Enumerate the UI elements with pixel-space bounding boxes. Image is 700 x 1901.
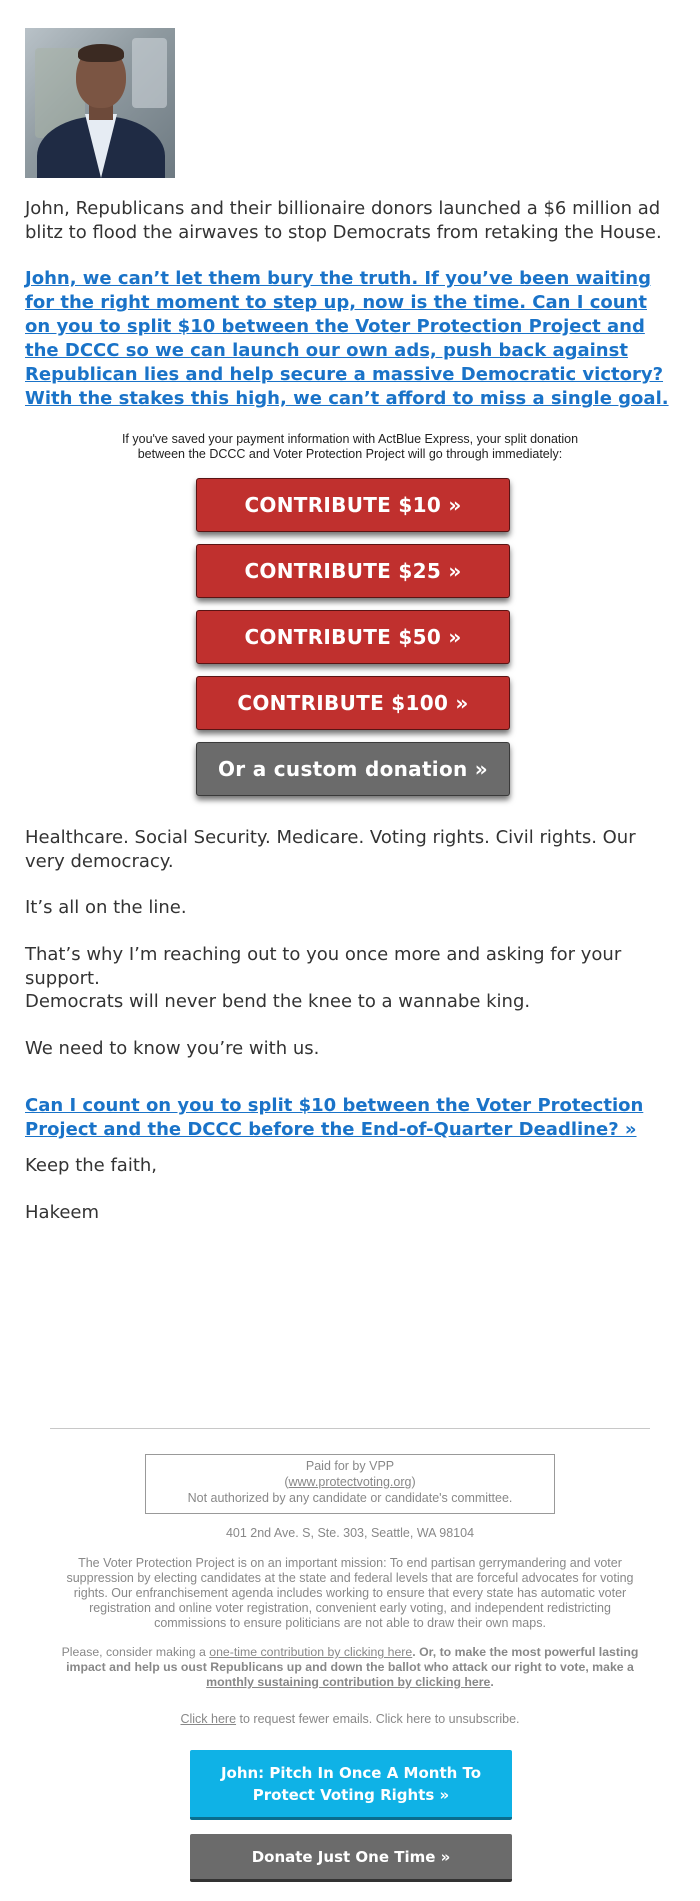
paid-for-box (145, 1454, 555, 1514)
footer-email-prefs: Click here to request fewer emails. Click here to unsubscribe. (180, 1712, 520, 1726)
footer-divider (50, 1428, 650, 1429)
footer-mission: The Voter Protection Project is on an important mission: To end partisan gerrymandering and voter suppression by electing candidates at the state and federal levels that are forceful advocates for voting rights. Our enfranchisement agenda includes working to ensure that every state has automatic voter registration and online voter registration, convenient early voting, and independent redistricting commissions to ensure politicians are not able to draw their own maps. (66, 1556, 634, 1630)
body-paragraph: Democrats will never bend the knee to a wannabe king. (25, 991, 531, 1012)
monthly-contribution-link[interactable]: monthly sustaining contribution by clicking here (206, 1675, 491, 1689)
contribute-50-button[interactable]: CONTRIBUTE $50 » (196, 610, 510, 664)
fewer-emails-link[interactable]: Click here (180, 1712, 237, 1726)
body-paragraph: Healthcare. Social Security. Medicare. Voting rights. Civil rights. Our very democracy. (25, 827, 636, 872)
intro-paragraph: John, Republicans and their billionaire donors launched a $6 million ad blitz to flood the airwaves to stop Democrats from retaking the House. (25, 198, 662, 243)
photo-hair (78, 44, 124, 62)
site-line: (www.protectvoting.org) (284, 1475, 416, 1489)
signature: Hakeem (25, 1202, 100, 1223)
one-time-donation-button[interactable]: Donate Just One Time » (190, 1834, 512, 1882)
lead-donate-link[interactable]: John, we can’t let them bury the truth. If you’ve been waiting for the right moment to step up, now is the time. Can I count on you to split $10 between the Voter Protection Project and the DCCC so we can launch our own ads, push back against Republican lies and help secure a massive Democratic victory? With the stakes this high, we can’t afford to miss a single goal. (25, 268, 669, 409)
portrait-photo (25, 28, 175, 178)
body-paragraph: We need to know you’re with us. (25, 1038, 320, 1059)
deadline-donate-link[interactable]: Can I count on you to split $10 between the Voter Protection Project and the DCCC before the End-of-Quarter Deadline? » (25, 1095, 644, 1140)
signoff: Keep the faith, (25, 1155, 158, 1176)
paid-for-line: Paid for by VPP (305, 1459, 395, 1473)
photo-background (132, 38, 167, 108)
body-paragraph: That’s why I’m reaching out to you once more and asking for your support. (25, 944, 622, 989)
footer-consider: Please, consider making a one-time contribution by clicking here. Or, to make the most powerful lasting impact and help us oust Republicans up and down the ballot who attack our right to vote, make a monthly sustaining contribution by clicking here. (61, 1645, 639, 1689)
footer-address: 401 2nd Ave. S, Ste. 303, Seattle, WA 98104 (225, 1526, 475, 1540)
contribute-10-button[interactable]: CONTRIBUTE $10 » (196, 478, 510, 532)
custom-donation-button[interactable]: Or a custom donation » (196, 742, 510, 796)
not-authorized-line: Not authorized by any candidate or candidate's committee. (187, 1491, 513, 1505)
actblue-express-note: If you've saved your payment information with ActBlue Express, your split donation between the DCCC and Voter Protection Project will go through immediately: (121, 432, 579, 461)
body-paragraph: It’s all on the line. (25, 897, 187, 918)
contribute-25-button[interactable]: CONTRIBUTE $25 » (196, 544, 510, 598)
monthly-donation-button[interactable]: John: Pitch In Once A Month To Protect Voting Rights » (190, 1750, 512, 1820)
contribute-100-button[interactable]: CONTRIBUTE $100 » (196, 676, 510, 730)
site-link[interactable]: www.protectvoting.org (288, 1475, 412, 1489)
one-time-contribution-link[interactable]: one-time contribution by clicking here (209, 1645, 413, 1659)
